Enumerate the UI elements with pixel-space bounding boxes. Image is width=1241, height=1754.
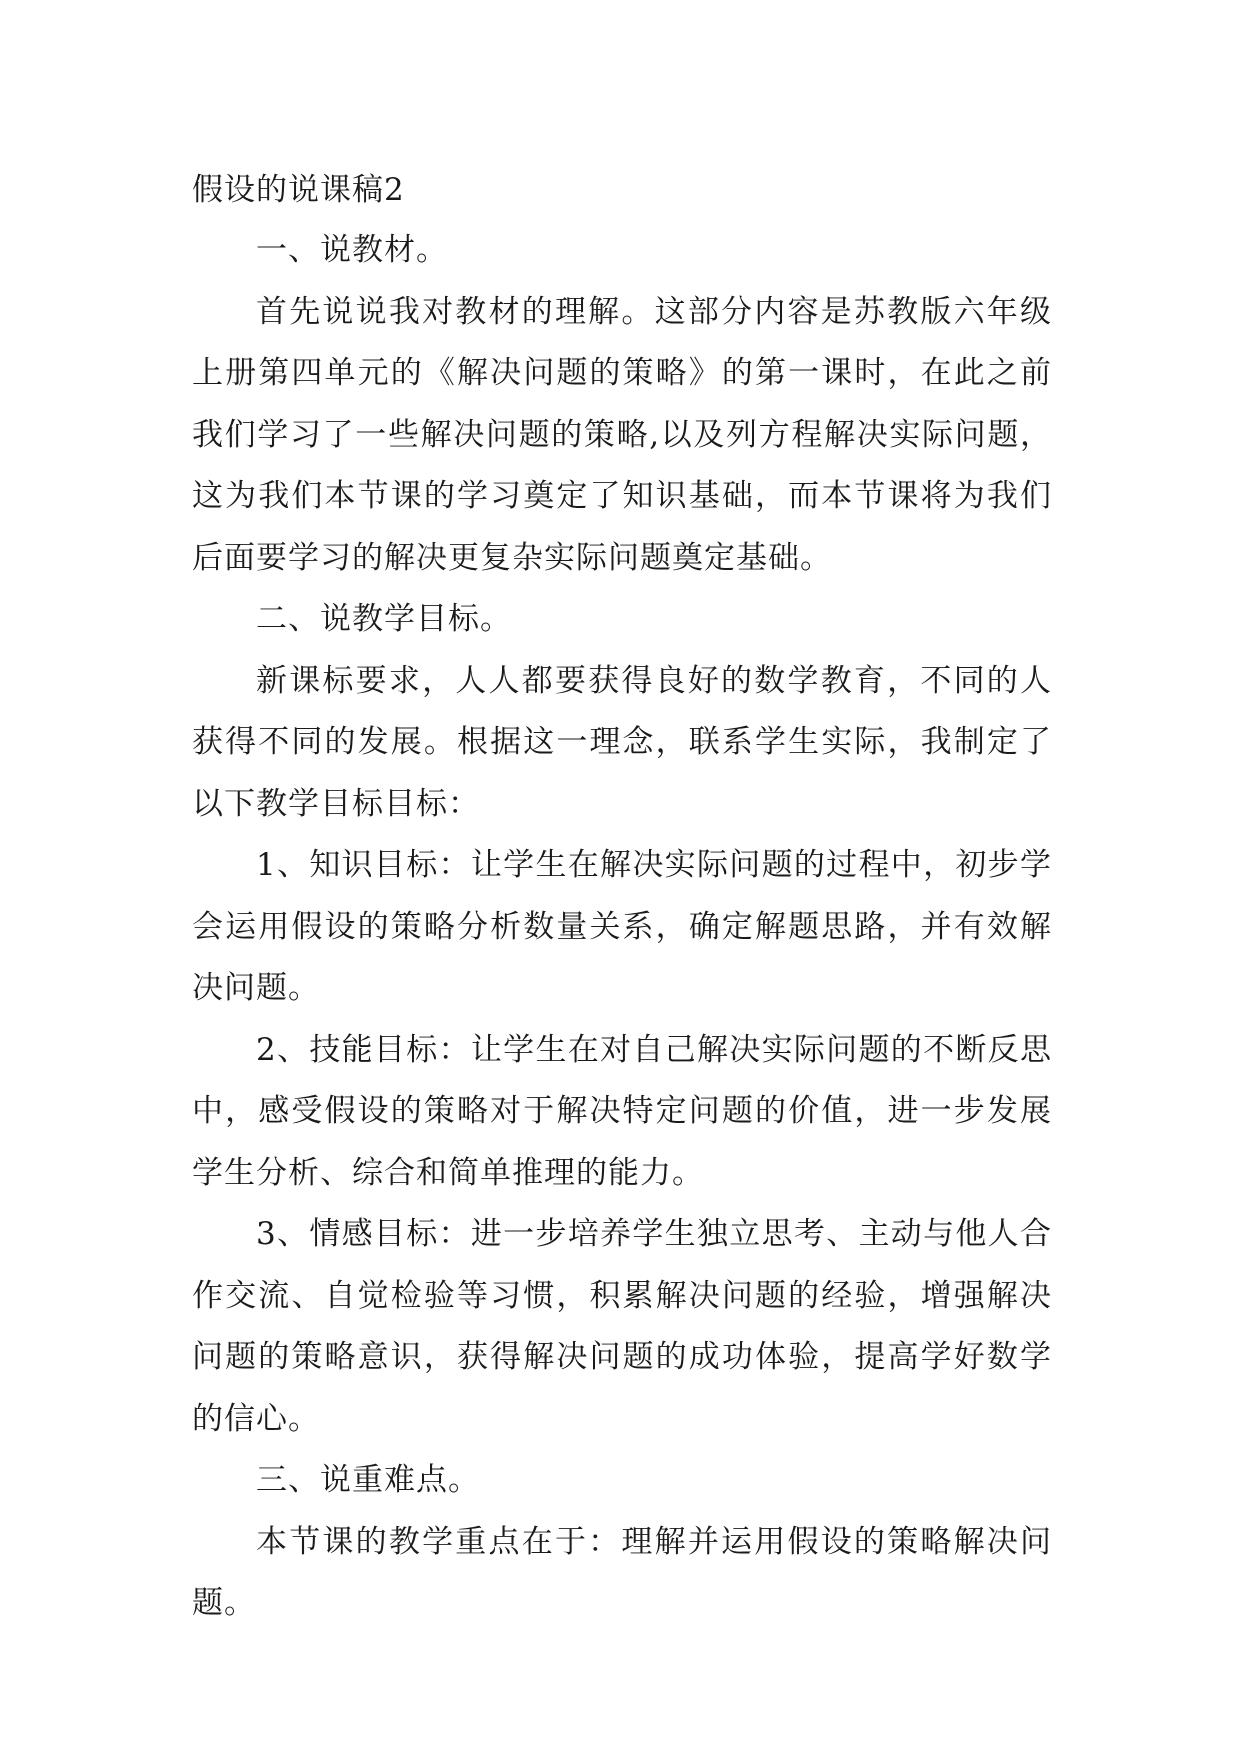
paragraph-emotion-goal: 3、情感目标：进一步培养学生独立思考、主动与他人合作交流、自觉检验等习惯，积累解决问题的经验，增强解决问题的策略意识，获得解决问题的成功体验，提高学好数学的信心。 [192, 1216, 1052, 1437]
section-heading-teaching-goals: 二、说教学目标。 [256, 601, 512, 637]
document-page [192, 160, 1052, 1635]
paragraph-textbook-understanding: 首先说说我对教材的理解。这部分内容是苏教版六年级上册第四单元的《解决问题的策略》的第一课时，在此之前我们学习了一些解决问题的策略,以及列方程解决实际问题，这为我们本节课的学习奠定了知识基础，而本节课将为我们后面要学习的解决更复杂实际问题奠定基础。 [192, 293, 1052, 576]
paragraph-skill-goal: 2、技能目标：让学生在对自己解决实际问题的不断反思中，感受假设的策略对于解决特定问题的价值，进一步发展学生分析、综合和简单推理的能力。 [192, 1031, 1052, 1191]
paragraph-key-point: 本节课的教学重点在于：理解并运用假设的策略解决问题。 [192, 1523, 1052, 1621]
section-heading-textbook: 一、说教材。 [256, 232, 448, 268]
document-title: 假设的说课稿2 [192, 172, 405, 208]
paragraph-knowledge-goal: 1、知识目标：让学生在解决实际问题的过程中，初步学会运用假设的策略分析数量关系，确定解题思路，并有效解决问题。 [192, 847, 1052, 1006]
paragraph-curriculum-standard: 新课标要求，人人都要获得良好的数学教育，不同的人获得不同的发展。根据这一理念，联系学生实际，我制定了以下教学目标目标： [192, 662, 1052, 822]
section-heading-key-points: 三、说重难点。 [256, 1462, 480, 1498]
